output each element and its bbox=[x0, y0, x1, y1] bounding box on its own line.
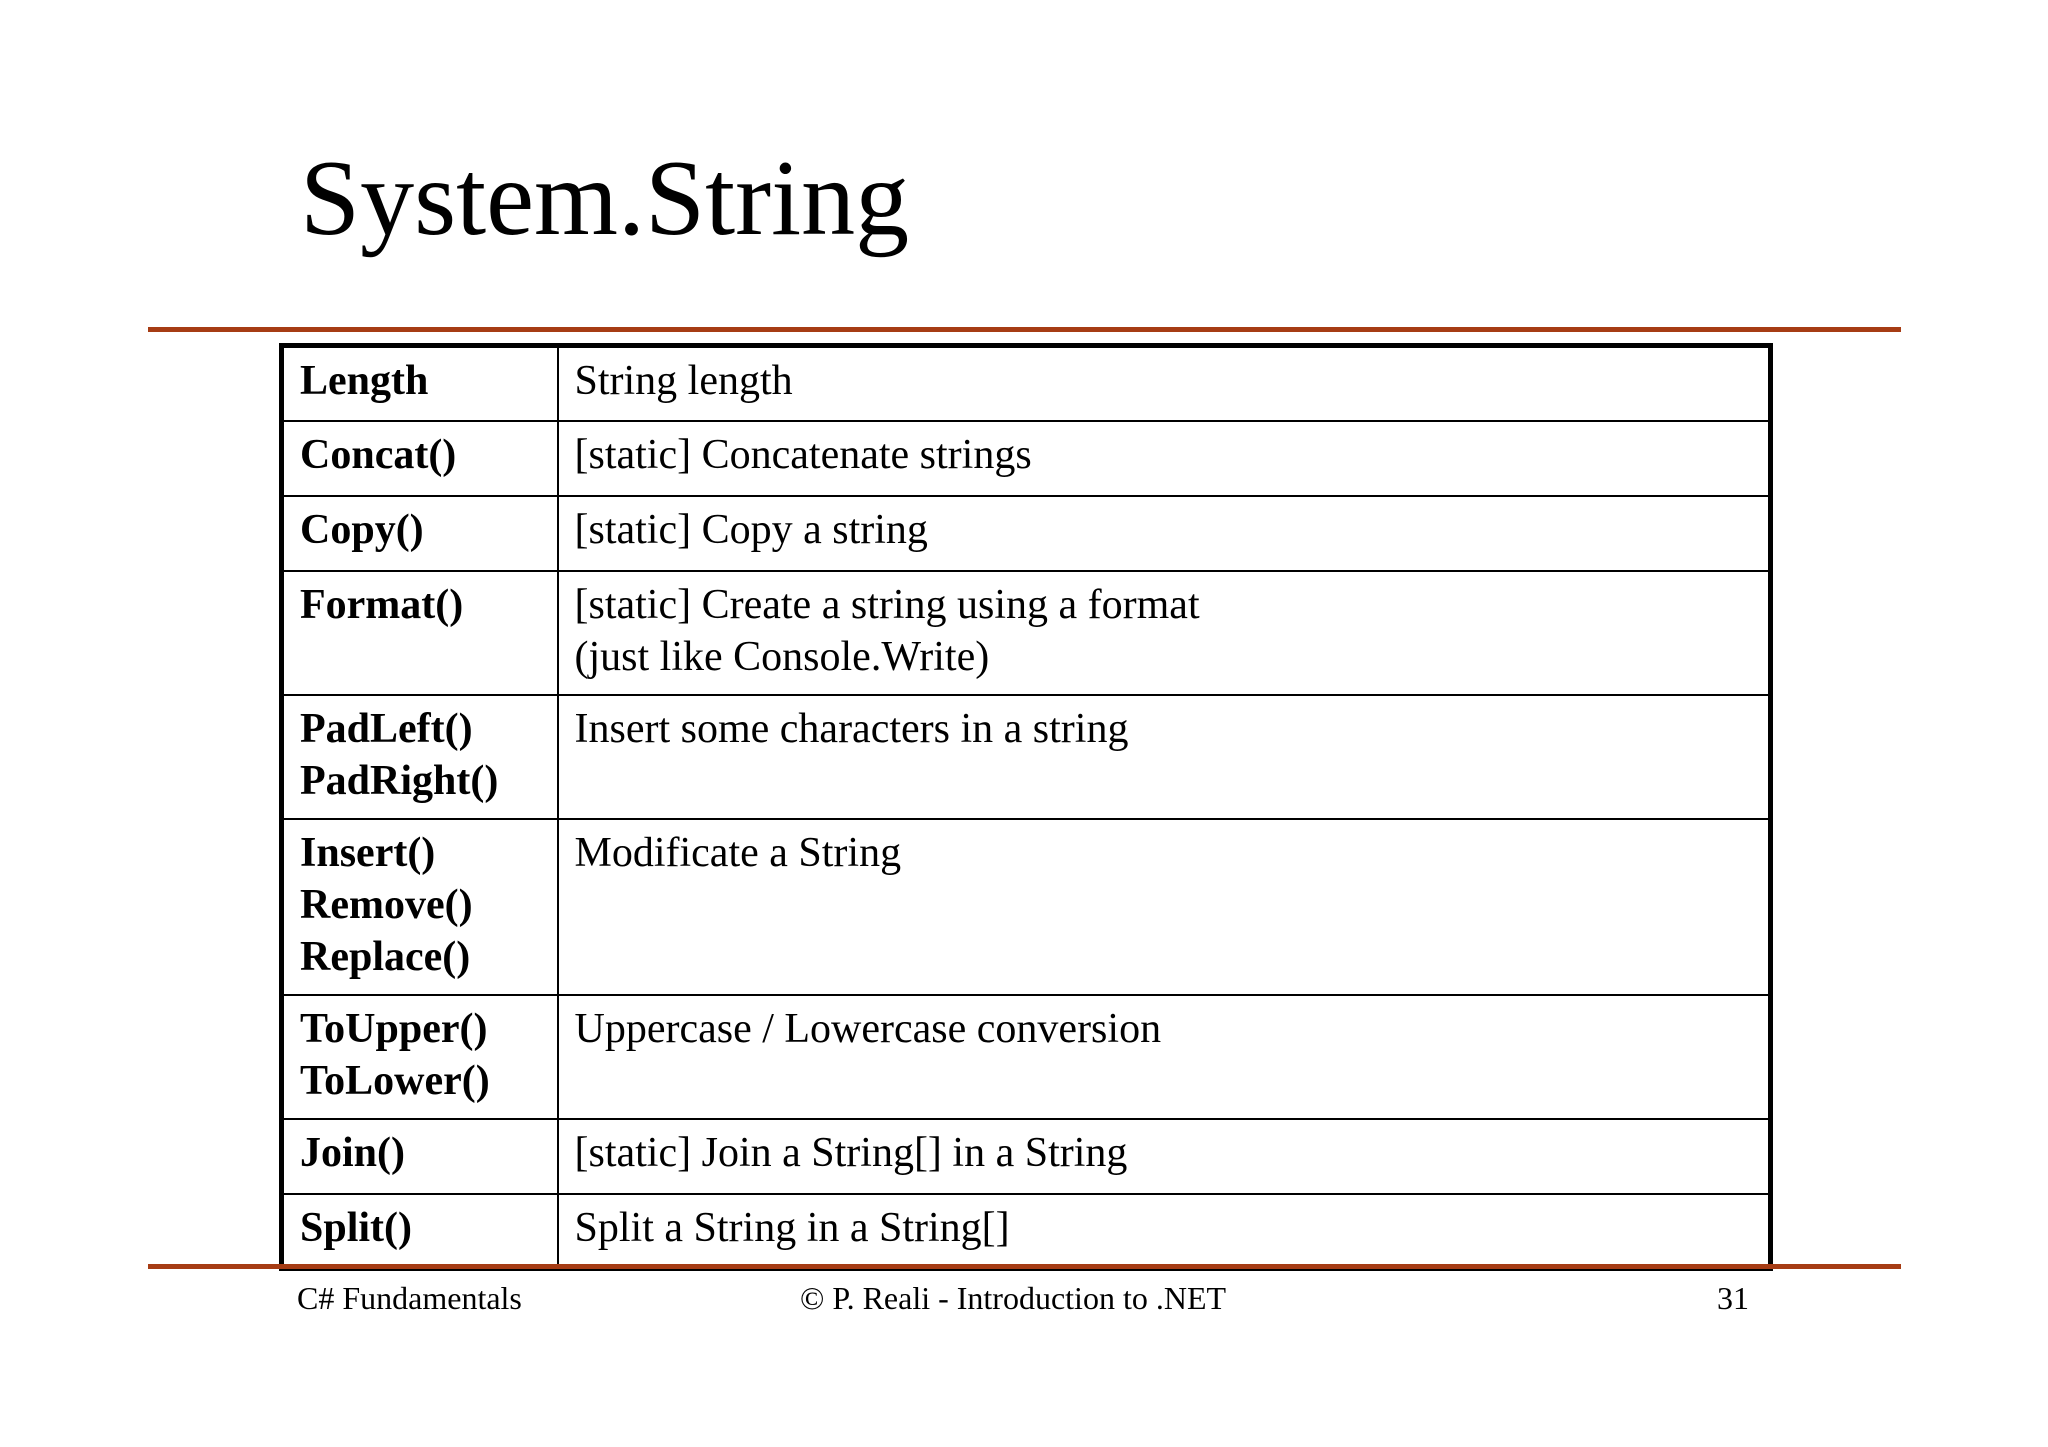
method-description: [static] Concatenate strings bbox=[574, 431, 1032, 478]
method-description-cell bbox=[558, 695, 1771, 819]
table-row-split bbox=[282, 1194, 1771, 1269]
method-name-cell bbox=[282, 346, 558, 421]
method-name: Concat() bbox=[300, 431, 457, 478]
method-description: [static] Create a string using a format bbox=[574, 581, 1200, 628]
method-name: Copy() bbox=[300, 506, 424, 553]
method-name: ToLower() bbox=[300, 1057, 490, 1104]
method-name: PadRight() bbox=[300, 757, 499, 804]
method-description-cell bbox=[558, 421, 1771, 496]
method-description-cell bbox=[558, 995, 1771, 1119]
table-row-copy bbox=[282, 496, 1771, 571]
method-name-cell bbox=[282, 496, 558, 571]
method-description: Insert some characters in a string bbox=[574, 705, 1129, 752]
method-description: [static] Copy a string bbox=[574, 506, 928, 553]
method-description-cell bbox=[558, 1194, 1771, 1269]
method-description: Uppercase / Lowercase conversion bbox=[574, 1005, 1162, 1052]
method-description-cell bbox=[558, 571, 1771, 695]
method-description: String length bbox=[574, 358, 793, 404]
method-name: Join() bbox=[300, 1129, 405, 1176]
table-row-case bbox=[282, 995, 1771, 1119]
table-row-format bbox=[282, 571, 1771, 695]
bottom-divider-rule bbox=[148, 1264, 1901, 1269]
string-methods-table bbox=[279, 343, 1773, 1271]
footer-course-title: C# Fundamentals bbox=[297, 1280, 522, 1316]
method-name: ToUpper() bbox=[300, 1005, 488, 1052]
method-description-cell bbox=[558, 1119, 1771, 1194]
method-description: [static] Join a String[] in a String bbox=[574, 1129, 1128, 1176]
method-name-cell bbox=[282, 571, 558, 695]
method-name-cell bbox=[282, 1194, 558, 1269]
method-description-cell bbox=[558, 496, 1771, 571]
method-name: Format() bbox=[300, 581, 464, 628]
method-name: Replace() bbox=[300, 933, 471, 980]
method-description-continued: (just like Console.Write) bbox=[574, 633, 990, 680]
table-row-modify bbox=[282, 819, 1771, 995]
method-name: Insert() bbox=[300, 829, 436, 876]
method-description: Split a String in a String[] bbox=[574, 1204, 1010, 1251]
table-row-concat bbox=[282, 421, 1771, 496]
slide-title: System.String bbox=[300, 139, 910, 258]
method-name: Remove() bbox=[300, 881, 473, 928]
method-name-cell bbox=[282, 421, 558, 496]
method-description-cell bbox=[558, 346, 1771, 421]
method-name-cell bbox=[282, 695, 558, 819]
top-divider-rule bbox=[148, 327, 1901, 332]
table-row-pad bbox=[282, 695, 1771, 819]
table-row-length bbox=[282, 346, 1771, 421]
page-number: 31 bbox=[1717, 1280, 1749, 1316]
method-name: Length bbox=[300, 358, 429, 404]
method-name-cell bbox=[282, 819, 558, 995]
footer-copyright: © P. Reali - Introduction to .NET bbox=[800, 1280, 1227, 1316]
method-name: Split() bbox=[300, 1204, 413, 1251]
method-description-cell bbox=[558, 819, 1771, 995]
method-description: Modificate a String bbox=[574, 829, 902, 876]
method-name-cell bbox=[282, 1119, 558, 1194]
method-name-cell bbox=[282, 995, 558, 1119]
table-row-join bbox=[282, 1119, 1771, 1194]
method-name: PadLeft() bbox=[300, 705, 473, 752]
